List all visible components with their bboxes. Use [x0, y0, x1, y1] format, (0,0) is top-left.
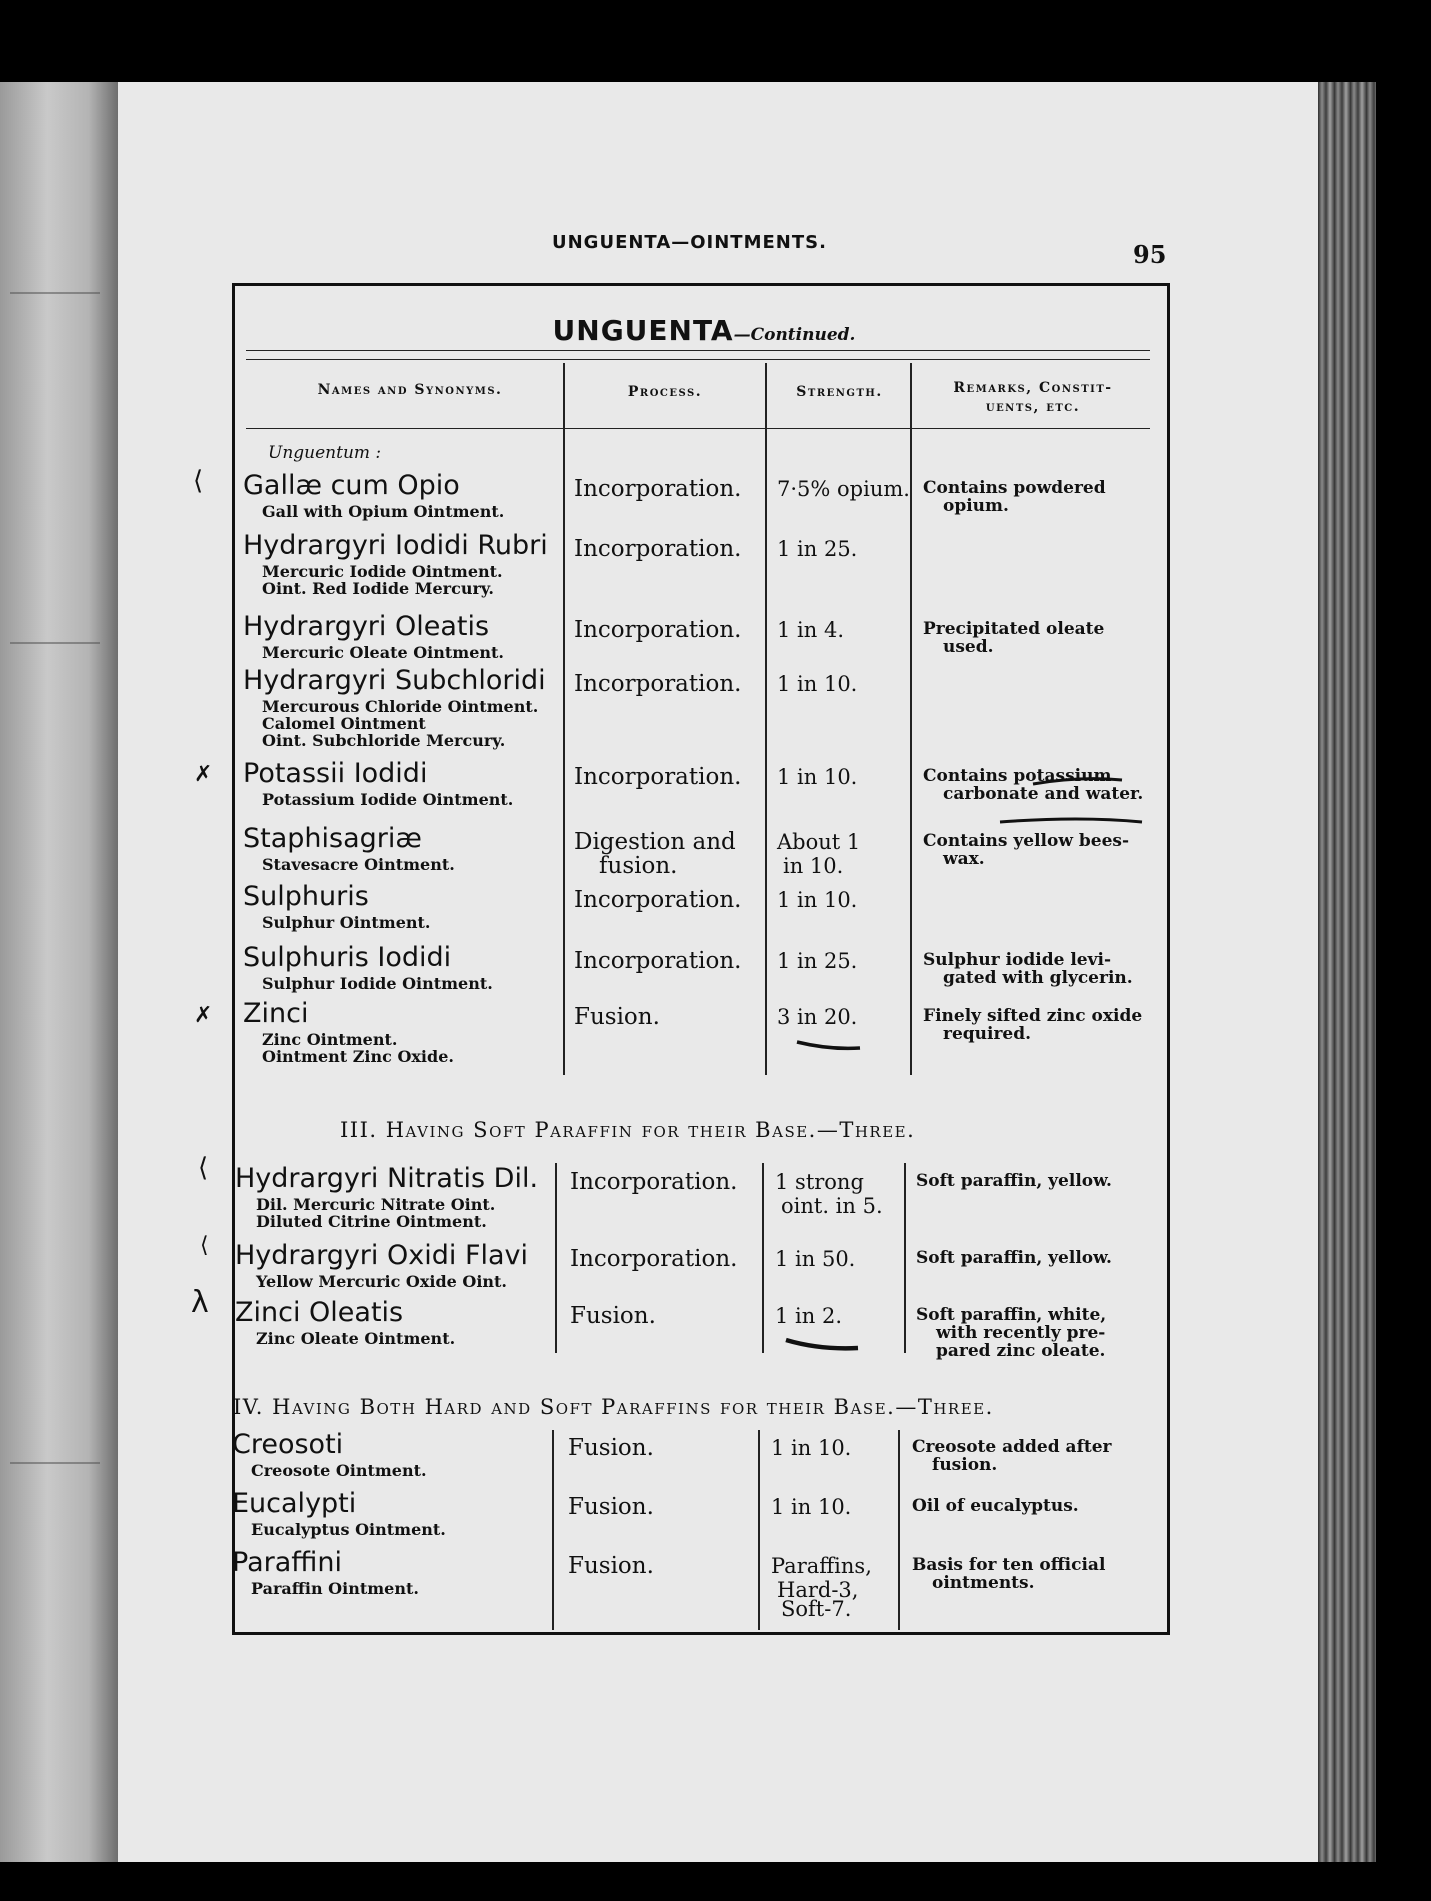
- ointment-name: Hydrargyri Oxidi Flavi: [235, 1240, 529, 1271]
- synonym-line: Zinc Ointment.: [262, 1030, 398, 1049]
- process-cell: Fusion.: [568, 1553, 654, 1579]
- process-cell: Digestion and: [574, 829, 736, 855]
- remarks-cell: Contains yellow bees-: [923, 831, 1130, 851]
- column-header-names: Names and Synonyms.: [317, 382, 503, 398]
- synonym-line: Mercuric Iodide Ointment.: [262, 562, 503, 581]
- handwritten-tick-mark: ✗: [194, 762, 213, 787]
- strength-cell: 1 in 50.: [775, 1247, 856, 1271]
- synonym-line: Dil. Mercuric Nitrate Oint.: [256, 1195, 496, 1214]
- synonym-line: Oint. Red Iodide Mercury.: [262, 579, 494, 598]
- handwritten-tick-mark: ⟨: [200, 1233, 209, 1258]
- process-cell: fusion.: [599, 853, 678, 879]
- strength-cell: 1 in 10.: [771, 1495, 852, 1519]
- strength-cell: 7·5% opium.: [777, 477, 910, 501]
- table-title-main: UNGUENTA: [552, 314, 734, 347]
- strength-cell: 1 strong: [775, 1170, 864, 1194]
- table-title-suffix: —Continued.: [733, 325, 856, 345]
- handwritten-tick-mark: ⟨: [198, 1153, 209, 1183]
- synonym-line: Mercuric Oleate Ointment.: [262, 643, 504, 662]
- strength-cell: oint. in 5.: [781, 1194, 883, 1218]
- handwritten-tick-mark: ⟨: [193, 466, 204, 496]
- ointment-name: Creosoti: [232, 1429, 344, 1460]
- remarks-cell: ointments.: [932, 1573, 1035, 1593]
- column-header-process: Process.: [627, 384, 703, 400]
- remarks-cell: Contains powdered: [923, 478, 1106, 498]
- strength-cell: 1 in 2.: [775, 1304, 842, 1328]
- synonym-line: Mercurous Chloride Ointment.: [262, 697, 539, 716]
- process-cell: Incorporation.: [574, 887, 742, 913]
- ink-underline: [1033, 779, 1122, 784]
- page-number: 95: [1133, 240, 1167, 269]
- synonym-line: Diluted Citrine Ointment.: [256, 1212, 487, 1231]
- process-cell: Incorporation.: [574, 671, 742, 697]
- strength-cell: Paraffins,: [771, 1554, 872, 1578]
- strength-cell: 1 in 4.: [777, 618, 844, 642]
- remarks-cell: Precipitated oleate: [923, 619, 1105, 639]
- remarks-cell: Sulphur iodide levi-: [923, 950, 1112, 970]
- running-head: UNGUENTA—OINTMENTS.: [552, 232, 827, 253]
- section-three-heading: III. Having Soft Paraffin for their Base.—Three.: [340, 1118, 916, 1142]
- strength-cell: in 10.: [783, 854, 844, 878]
- process-cell: Incorporation.: [574, 948, 742, 974]
- ink-underline: [786, 1340, 858, 1348]
- ointment-name: Gallæ cum Opio: [243, 470, 460, 501]
- remarks-cell: required.: [943, 1024, 1032, 1044]
- ointment-name: Paraffini: [232, 1547, 342, 1578]
- ointment-name: Zinci: [243, 998, 309, 1029]
- column-header-strength: Strength.: [796, 384, 883, 400]
- remarks-cell: with recently pre-: [936, 1323, 1106, 1343]
- synonym-line: Yellow Mercuric Oxide Oint.: [256, 1272, 507, 1291]
- ointment-name: Zinci Oleatis: [235, 1297, 404, 1328]
- ointment-name: Sulphuris Iodidi: [243, 942, 452, 973]
- ointment-name: Hydrargyri Subchloridi: [243, 665, 546, 696]
- synonym-line: Ointment Zinc Oxide.: [262, 1047, 454, 1066]
- process-cell: Fusion.: [570, 1303, 656, 1329]
- ointment-name: Hydrargyri Nitratis Dil.: [235, 1163, 539, 1194]
- strength-cell: 3 in 20.: [777, 1005, 858, 1029]
- process-cell: Incorporation.: [574, 476, 742, 502]
- ointment-name: Sulphuris: [243, 881, 369, 912]
- remarks-cell: wax.: [943, 849, 985, 869]
- strength-cell: 1 in 25.: [777, 537, 858, 561]
- group-label: Unguentum :: [268, 443, 382, 463]
- remarks-cell: Soft paraffin, yellow.: [916, 1171, 1112, 1191]
- ointment-name: Eucalypti: [232, 1488, 357, 1519]
- ointment-name: Staphisagriæ: [243, 823, 422, 854]
- handwritten-tick-mark: ✗: [194, 1003, 213, 1028]
- ink-underline: [1000, 819, 1142, 822]
- synonym-line: Sulphur Iodide Ointment.: [262, 974, 493, 993]
- remarks-cell: Finely sifted zinc oxide: [923, 1006, 1143, 1026]
- process-cell: Incorporation.: [574, 536, 742, 562]
- strength-cell: 1 in 10.: [777, 672, 858, 696]
- remarks-cell: used.: [943, 637, 994, 657]
- synonym-line: Calomel Ointment: [262, 714, 426, 733]
- synonym-line: Zinc Oleate Ointment.: [256, 1329, 456, 1348]
- synonym-line: Oint. Subchloride Mercury.: [262, 731, 506, 750]
- section-four-heading: IV. Having Both Hard and Soft Paraffins for their Base.—Three.: [233, 1395, 994, 1419]
- process-cell: Fusion.: [568, 1435, 654, 1461]
- process-cell: Incorporation.: [574, 617, 742, 643]
- strength-cell: 1 in 10.: [771, 1436, 852, 1460]
- process-cell: Incorporation.: [574, 764, 742, 790]
- ointment-name: Hydrargyri Iodidi Rubri: [243, 530, 548, 561]
- column-header-remarks-1: Remarks, Constit-: [953, 380, 1113, 396]
- remarks-cell: Soft paraffin, yellow.: [916, 1248, 1112, 1268]
- ointment-name: Hydrargyri Oleatis: [243, 611, 490, 642]
- remarks-cell: Soft paraffin, white,: [916, 1305, 1107, 1325]
- ointment-name: Potassii Iodidi: [243, 758, 428, 789]
- strength-cell: 1 in 10.: [777, 888, 858, 912]
- remarks-cell: Creosote added after: [912, 1437, 1112, 1457]
- remarks-cell: fusion.: [932, 1455, 998, 1475]
- handwritten-tick-mark: λ: [191, 1285, 209, 1320]
- remarks-cell: carbonate and water.: [943, 784, 1144, 804]
- process-cell: Incorporation.: [570, 1246, 738, 1272]
- synonym-line: Potassium Iodide Ointment.: [262, 790, 514, 809]
- strength-cell: Soft-7.: [781, 1597, 852, 1621]
- strength-cell: Hard-3,: [777, 1578, 859, 1602]
- remarks-cell: Oil of eucalyptus.: [912, 1496, 1079, 1516]
- strength-cell: 1 in 10.: [777, 765, 858, 789]
- synonym-line: Eucalyptus Ointment.: [251, 1520, 446, 1539]
- remarks-cell: pared zinc oleate.: [936, 1341, 1106, 1361]
- synonym-line: Sulphur Ointment.: [262, 913, 431, 932]
- synonym-line: Creosote Ointment.: [251, 1461, 427, 1480]
- remarks-cell: Contains potassium: [923, 766, 1112, 786]
- process-cell: Fusion.: [568, 1494, 654, 1520]
- synonym-line: Gall with Opium Ointment.: [262, 502, 505, 521]
- column-header-remarks-2: uents, etc.: [985, 399, 1081, 415]
- synonym-line: Paraffin Ointment.: [251, 1579, 419, 1598]
- process-cell: Incorporation.: [570, 1169, 738, 1195]
- remarks-cell: gated with glycerin.: [943, 968, 1133, 988]
- synonym-line: Stavesacre Ointment.: [262, 855, 455, 874]
- remarks-cell: opium.: [943, 496, 1009, 516]
- strength-cell: 1 in 25.: [777, 949, 858, 973]
- strength-cell: About 1: [777, 830, 861, 854]
- ink-underline: [797, 1042, 860, 1048]
- remarks-cell: Basis for ten official: [912, 1555, 1106, 1575]
- process-cell: Fusion.: [574, 1004, 660, 1030]
